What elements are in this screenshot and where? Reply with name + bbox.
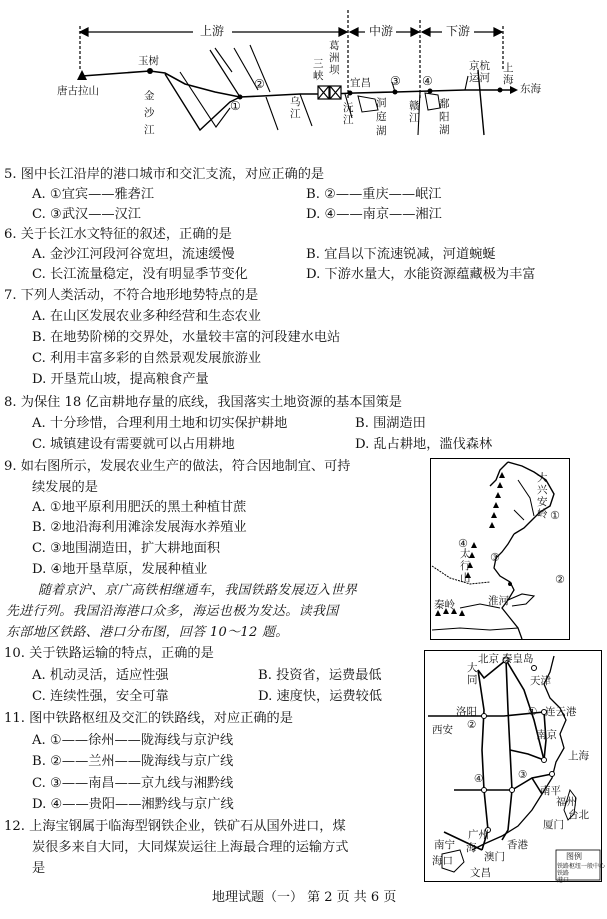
legend-line-3: 港口 <box>557 877 570 884</box>
marker1-top: ① <box>230 99 241 113</box>
rail-marker1: ① <box>528 706 538 718</box>
legend-title: 图例 <box>566 852 582 861</box>
q7-d: D. 开垦荒山坡，提高粮食产量 <box>32 372 209 387</box>
ne-marker4: ④ <box>458 537 468 550</box>
dongting-lake <box>358 96 378 112</box>
yushu-point <box>147 68 153 74</box>
shanghai-top-label: 上海 <box>503 62 514 86</box>
yichang-label: 宜昌 <box>350 77 371 89</box>
wenchang-label: 文昌 <box>470 867 491 879</box>
wu-river-label: 乌江 <box>290 96 301 120</box>
q6-b: B. 宜昌以下流速锐减，河道蜿蜒 <box>306 247 496 262</box>
q5-b: B. ②——重庆——岷江 <box>306 187 442 202</box>
tanggula-label: 唐古拉山 <box>57 85 99 97</box>
rail-marker4: ④ <box>474 773 484 785</box>
q5-d: D. ④——南京——湘江 <box>306 207 442 222</box>
qinhuangdao-label: 秦皇岛 <box>502 653 534 665</box>
passage-line-3: 东部地区铁路、港口分布图，回答 10～12 题。 <box>6 625 289 640</box>
q8-a: A. 十分珍惜，合理利用土地和切实保护耕地 <box>32 416 288 431</box>
macau-label: 澳门 <box>484 851 505 863</box>
shanghai-rail-label: 上海 <box>568 750 589 762</box>
hongkong-label: 香港 <box>507 839 528 851</box>
yuan-river-label: 沅江 <box>343 102 354 126</box>
q11-d: D. ④——贵阳——湘黔线与京广线 <box>32 797 234 812</box>
legend-line-2: 铁路 <box>557 870 570 877</box>
lianyungang-label: 连云港 <box>545 706 577 718</box>
yichang-point <box>348 91 353 96</box>
q8-c: C. 城镇建设有需要就可以占用耕地 <box>32 437 235 452</box>
ne-marker2: ② <box>555 573 565 586</box>
q9-d: D. ④地开垦草原，发展种植业 <box>32 562 208 577</box>
q9-c: C. ③地围湖造田，扩大耕地面积 <box>32 541 221 556</box>
taihang-label: 太行山 <box>460 548 471 584</box>
q12-line-1: 12. 上海宝钢属于临海型钢铁企业，铁矿石从国外进口，煤 <box>4 819 346 834</box>
haikou-label: 海口 <box>432 855 453 867</box>
q10-c: C. 连续性强，安全可靠 <box>32 689 169 704</box>
q9-b: B. ②地沿海利用滩涂发展海水养殖业 <box>32 520 247 535</box>
rail-marker2: ② <box>467 719 477 731</box>
q5-stem: 5. 图中长江沿岸的港口城市和交汇支流，对应正确的是 <box>4 167 325 182</box>
gan-river-label: 赣江 <box>409 100 420 124</box>
q7-stem: 7. 下列人类活动，不符合地形地势特点的是 <box>4 288 259 303</box>
rail-marker3: ③ <box>518 769 528 781</box>
ne-china-map <box>430 458 570 640</box>
passage-line-2: 先进行列。我国沿海港口众多，海运也极为发达。读我国 <box>6 604 339 619</box>
q11-stem: 11. 图中铁路枢纽及交汇的铁路线，对应正确的是 <box>4 711 293 726</box>
beijing-label: 北京 <box>478 653 499 665</box>
q7-c: C. 利用丰富多彩的自然景观发展旅游业 <box>32 351 262 366</box>
shanghai-point <box>498 88 503 93</box>
q6-a: A. 金沙江河段河谷宽坦，流速缓慢 <box>32 247 235 262</box>
luoyang-label: 洛阳 <box>456 706 477 718</box>
qinling-label: 秦岭 <box>434 599 455 611</box>
passage-line-1: 随着京沪、京广高铁相继通车，我国铁路发展迈入世界 <box>38 583 358 598</box>
q7-b: B. 在地势阶梯的交界处，水量较丰富的河段建水电站 <box>32 330 341 345</box>
q8-b: B. 围湖造田 <box>355 416 426 431</box>
q5-a: A. ①宜宾——雅砻江 <box>32 187 155 202</box>
q9-a: A. ①地平原利用肥沃的黑土种植甘蔗 <box>32 500 247 515</box>
poyang-label: 鄱阳湖 <box>439 98 450 136</box>
dam-icons <box>318 86 341 99</box>
q10-a: A. 机动灵活，适应性强 <box>32 668 169 683</box>
yushu-label: 玉树 <box>138 55 159 67</box>
q10-b: B. 投资省，运费最低 <box>258 668 382 683</box>
tianjin-label: 天津 <box>530 675 551 687</box>
marker4-point <box>428 89 433 94</box>
q6-stem: 6. 关于长江水文特征的叙述，正确的是 <box>4 227 232 242</box>
sanxia-label: 三峡 <box>313 58 324 82</box>
q10-stem: 10. 关于铁路运输的特点，正确的是 <box>4 646 214 661</box>
dongting-label: 洞庭湖 <box>376 97 387 137</box>
q10-d: D. 速度快，运费较低 <box>258 689 382 704</box>
q11-b: B. ②——兰州——陇海线与京广线 <box>32 754 234 769</box>
marker3-point <box>393 90 398 95</box>
q8-d: D. 乱占耕地，滥伐森林 <box>355 437 493 452</box>
nanjing-label: 南京 <box>536 729 557 741</box>
huaihe-label: 淮河 <box>488 595 509 607</box>
segment-middle-label: 中游 <box>369 24 394 38</box>
segment-lower-label: 下游 <box>446 24 471 38</box>
marker2-top: ② <box>254 77 265 91</box>
q12-line-2: 炭很多来自大同，大同煤炭运往上海最合理的运输方式 <box>32 840 349 855</box>
q7-a: A. 在山区发展农业多种经营和生态农业 <box>32 309 261 324</box>
q11-c: C. ③——南昌——京九线与湘黔线 <box>32 776 234 791</box>
q5-c: C. ③武汉——汉江 <box>32 207 141 222</box>
poyang-lake <box>425 93 440 110</box>
donghai-label: 东海 <box>520 83 541 95</box>
daxinganling-label: 大兴安岭 <box>537 472 548 520</box>
nanping-label: 南平 <box>540 785 561 797</box>
ne-marker3: ③ <box>490 551 500 564</box>
gezhouba-label: 葛洲坝 <box>329 40 340 76</box>
segment-arrows <box>80 24 502 38</box>
page-footer: 地理试题（一） 第 2 页 共 6 页 <box>212 890 397 905</box>
marker3-top: ③ <box>390 74 401 88</box>
legend-line-1: 铁路枢纽一般中心 <box>557 863 606 870</box>
q8-stem: 8. 为保住 18 亿亩耕地存量的底线，我国落实土地资源的基本国策是 <box>4 395 402 410</box>
q6-c: C. 长江流量稳定，没有明显季节变化 <box>32 267 248 282</box>
xiamen-label: 厦门 <box>543 819 564 831</box>
q9-stem-1: 9. 如右图所示，发展农业生产的做法，符合因地制宜、可持 <box>4 459 351 474</box>
sea-label: 海 <box>466 842 477 854</box>
jinsha-label: 金沙江 <box>144 90 155 136</box>
q12-line-3: 是 <box>32 861 46 876</box>
q11-a: A. ①——徐州——陇海线与京沪线 <box>32 733 234 748</box>
q6-d: D. 下游水量大，水能资源蕴藏极为丰富 <box>306 267 536 282</box>
jinghang-label: 京杭运河 <box>469 60 490 84</box>
segment-upper-label: 上游 <box>200 24 225 38</box>
guangzhou-label: 广州 <box>468 829 489 841</box>
yangtze-map <box>0 0 607 160</box>
datong-label: 大同 <box>467 662 478 686</box>
marker4-top: ④ <box>422 74 433 88</box>
xian-label: 西安 <box>432 724 453 736</box>
taibei-label: 台北 <box>568 809 589 821</box>
ne-marker1: ① <box>550 509 560 522</box>
nanning-label: 南宁 <box>434 839 455 851</box>
fuzhou-label: 福州 <box>556 796 577 808</box>
q9-stem-2: 续发展的是 <box>32 480 98 495</box>
